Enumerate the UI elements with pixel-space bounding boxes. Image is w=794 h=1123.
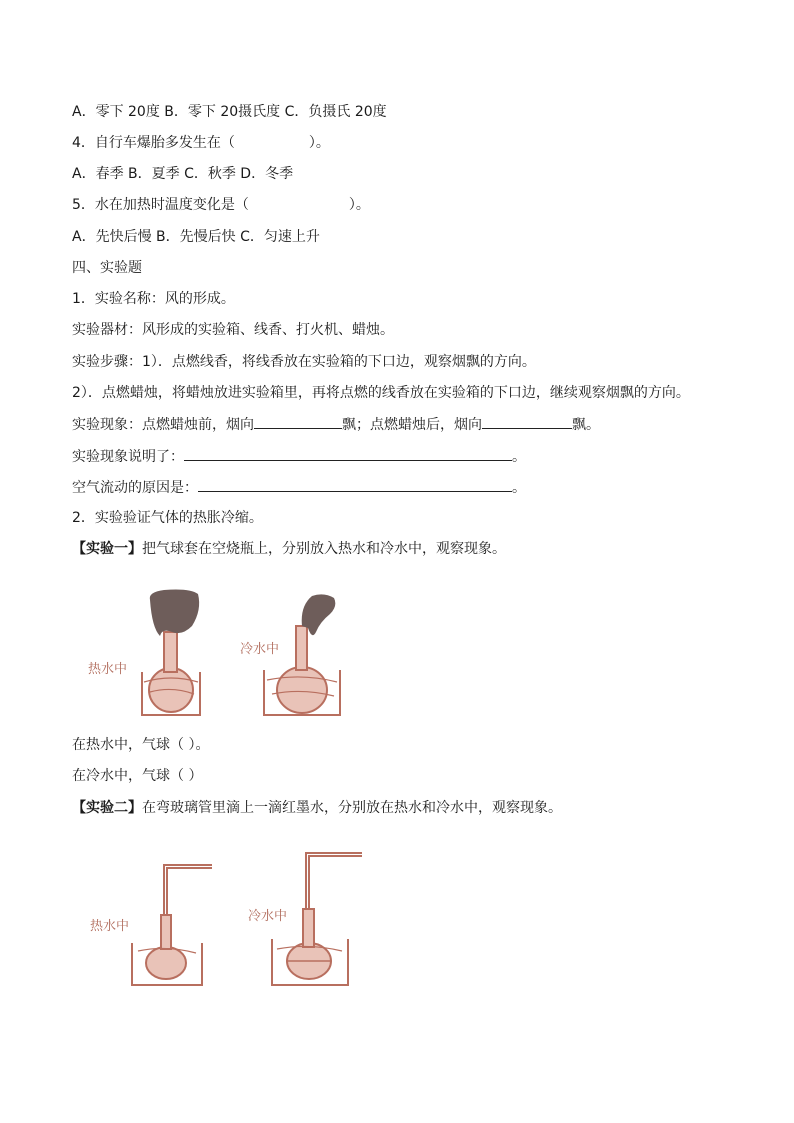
exp1-name: 1．实验名称：风的形成。 [72,291,235,307]
hot-water-balloon-question: 在热水中，气球（ ）。 [72,737,210,753]
cold-water-balloon-question: 在冷水中，气球（ ） [72,768,203,784]
q5-close: ）。 [348,197,370,213]
answer-blank[interactable] [254,414,342,429]
experiment-two [72,798,562,818]
phenomenon-after: 飘；点燃蜡烛后，烟向 [342,417,482,433]
cause-end: 。 [512,480,526,496]
q5-question [72,195,370,215]
cold-water-label: 冷水中 [240,642,280,657]
phenomenon-end: 飘。 [572,417,600,433]
q5-options: A．先快后慢 B．先慢后快 C．匀速上升 [72,229,320,245]
experiment-one [72,539,506,559]
q4-question [72,133,330,153]
experiment-one-tag: 【实验一】 [72,541,142,557]
cause-label: 空气流动的原因是： [72,480,198,496]
exp1-phenomenon [72,414,600,435]
q4-options: A．春季 B．夏季 C．秋季 D．冬季 [72,166,294,182]
experiment-one-text: 把气球套在空烧瓶上，分别放入热水和冷水中，观察现象。 [142,541,506,557]
exp1-materials: 实验器材：风形成的实验箱、线香、打火机、蜡烛。 [72,322,394,338]
exp1-step2: 2）．点燃蜡烛，将蜡烛放进实验箱里，再将点燃的线香放在实验箱的下口边，继续观察烟飘的方向。 [72,385,690,401]
exp1-step1: 实验步骤：1）．点燃线香，将线香放在实验箱的下口边，观察烟飘的方向。 [72,354,536,370]
glass-tube-figure [72,845,372,995]
exp2-title: 2．实验验证气体的热胀冷缩。 [72,510,263,526]
q5-text: 5．水在加热时温度变化是（ [72,197,249,213]
experiment-two-text: 在弯玻璃管里滴上一滴红墨水，分别放在热水和冷水中，观察现象。 [142,800,562,816]
cold-water-label: 冷水中 [248,909,288,924]
explanation-end: 。 [512,449,526,465]
exp1-explanation [72,446,526,467]
explanation-label: 实验现象说明了： [72,449,184,465]
answer-blank[interactable] [184,446,512,461]
exp1-cause [72,477,526,498]
section-heading: 四、实验题 [72,260,142,276]
phenomenon-before: 实验现象：点燃蜡烛前，烟向 [72,417,254,433]
experiment-two-tag: 【实验二】 [72,800,142,816]
q4-text: 4．自行车爆胎多发生在（ [72,135,235,151]
balloon-figure-drawing [72,570,362,730]
answer-blank[interactable] [198,477,512,492]
balloon-figure [72,570,362,730]
q3-options: A．零下 20度 B．零下 20摄氏度 C．负摄氏 20度 [72,104,387,120]
hot-water-label: 热水中 [88,662,128,677]
hot-water-label: 热水中 [90,919,130,934]
q4-close: ）。 [308,135,330,151]
answer-blank[interactable] [482,414,572,429]
